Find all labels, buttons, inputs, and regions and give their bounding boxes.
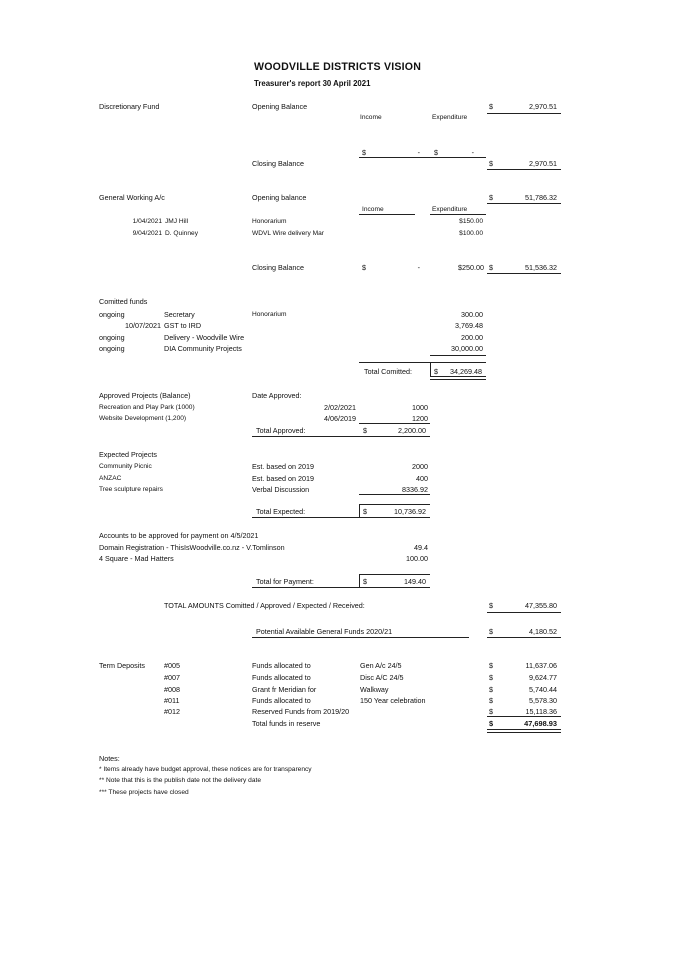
committed-total-double-underline xyxy=(430,376,486,380)
gen-tx-amount: $150.00 xyxy=(459,218,483,225)
disc-closing-label: Closing Balance xyxy=(252,159,304,168)
term-deposit-desc: Reserved Funds from 2019/20 xyxy=(252,707,350,716)
disc-opening-underline xyxy=(487,113,561,114)
term-deposit-purpose: 150 Year celebration xyxy=(360,696,426,705)
gen-tx-payee: JMJ Hill xyxy=(165,218,189,225)
term-deposits-items-underline xyxy=(487,716,561,717)
available-funds-amount-underline xyxy=(487,637,561,638)
term-deposit-id: #005 xyxy=(164,661,180,670)
disc-totals-underline xyxy=(359,157,486,158)
gen-tx-date: 9/04/2021 xyxy=(132,230,162,237)
disc-income-currency: $ xyxy=(362,148,366,157)
notes-label: Notes: xyxy=(99,754,120,763)
general-account-label: General Working A/c xyxy=(99,193,165,202)
payment-total-amount: 149.40 xyxy=(404,577,426,586)
disc-exp-currency: $ xyxy=(434,148,438,157)
term-deposit-desc: Funds allocated to xyxy=(252,673,311,682)
payment-item-name: Domain Registration - ThisIsWoodville.co.nz - V.Tomlinson xyxy=(99,543,285,552)
expected-total-top-rule xyxy=(359,504,430,505)
available-funds-underline xyxy=(252,637,469,638)
gen-income-total: - xyxy=(417,263,420,272)
available-funds-label: Potential Available General Funds 2020/21 xyxy=(256,627,393,636)
grand-total-underline xyxy=(487,612,561,613)
committed-total-currency: $ xyxy=(434,367,438,376)
term-deposit-currency: $ xyxy=(489,685,493,694)
committed-item-amount: 300.00 xyxy=(461,310,483,319)
gen-tx-amount: $100.00 xyxy=(459,230,483,237)
committed-total-top-rule xyxy=(359,362,486,363)
committed-item-status: ongoing xyxy=(99,310,125,319)
gen-income-currency: $ xyxy=(362,263,366,272)
committed-item-who: Delivery - Woodville Wire xyxy=(164,333,245,342)
disc-opening-amount: 2,970.51 xyxy=(529,102,557,111)
payment-total-divider xyxy=(359,574,360,587)
payment-total-top-rule xyxy=(359,574,430,575)
term-deposit-purpose: Gen A/c 24/5 xyxy=(360,661,402,670)
approved-project-date: 2/02/2021 xyxy=(324,403,356,412)
committed-total-label: Total Comitted: xyxy=(364,367,412,376)
term-deposits-total-amount: 47,698.93 xyxy=(524,719,557,728)
expected-project-amount: 400 xyxy=(416,474,428,483)
approved-total-currency: $ xyxy=(363,426,367,435)
gen-opening-underline xyxy=(487,203,561,204)
gen-closing-underline xyxy=(487,273,561,274)
payment-item-amount: 49.4 xyxy=(414,543,428,552)
term-deposit-desc: Grant fr Meridian for xyxy=(252,685,317,694)
expected-total-currency: $ xyxy=(363,507,367,516)
available-funds-currency: $ xyxy=(489,627,493,636)
report-subtitle: Treasurer's report 30 April 2021 xyxy=(254,79,371,88)
approved-date-header: Date Approved: xyxy=(252,391,302,400)
term-deposit-amount: 11,637.06 xyxy=(525,661,557,670)
committed-funds-label: Comitted funds xyxy=(99,297,148,306)
disc-closing-amount: 2,970.51 xyxy=(529,159,557,168)
expected-project-basis: Est. based on 2019 xyxy=(252,462,314,471)
note-item: *** These projects have closed xyxy=(99,789,189,796)
payments-label: Accounts to be approved for payment on 4/5/2021 xyxy=(99,531,259,540)
available-funds-amount: 4,180.52 xyxy=(529,627,557,636)
approved-projects-label: Approved Projects (Balance) xyxy=(99,391,191,400)
expected-project-basis: Verbal Discussion xyxy=(252,485,310,494)
expected-project-basis: Est. based on 2019 xyxy=(252,474,314,483)
report-title: WOODVILLE DISTRICTS VISION xyxy=(254,61,422,73)
payment-item-name: 4 Square - Mad Hatters xyxy=(99,554,174,563)
committed-total-amount: 34,269.48 xyxy=(450,367,482,376)
gen-closing-label: Closing Balance xyxy=(252,263,304,272)
expected-projects-label: Expected Projects xyxy=(99,450,157,459)
term-deposit-currency: $ xyxy=(489,673,493,682)
payment-total-label: Total for Payment: xyxy=(256,577,314,586)
term-deposit-desc: Funds allocated to xyxy=(252,661,311,670)
committed-item-who: DIA Community Projects xyxy=(164,344,242,353)
term-deposit-desc: Funds allocated to xyxy=(252,696,311,705)
expected-total-underline xyxy=(252,517,430,518)
term-deposit-id: #008 xyxy=(164,685,180,694)
term-deposit-amount: 15,118.36 xyxy=(525,707,557,716)
gen-exp-total: $250.00 xyxy=(458,263,484,272)
approved-project-name: Recreation and Play Park (1000) xyxy=(99,404,195,411)
grand-total-currency: $ xyxy=(489,601,493,610)
expected-project-name: ANZAC xyxy=(99,475,122,482)
expected-total-amount: 10,736.92 xyxy=(394,507,426,516)
gen-opening-label: Opening balance xyxy=(252,193,307,202)
term-deposits-total-currency: $ xyxy=(489,719,494,728)
approved-total-label: Total Approved: xyxy=(256,426,306,435)
disc-closing-currency: $ xyxy=(489,159,493,168)
term-deposit-currency: $ xyxy=(489,696,493,705)
expected-total-divider xyxy=(359,504,360,517)
committed-item-who: GST to IRD xyxy=(164,321,202,330)
term-deposit-id: #012 xyxy=(164,707,180,716)
payment-item-amount: 100.00 xyxy=(406,554,428,563)
expected-items-underline xyxy=(359,494,430,495)
term-deposit-purpose: Disc A/C 24/5 xyxy=(360,673,404,682)
payment-total-currency: $ xyxy=(363,577,367,586)
gen-tx-desc: Honorarium xyxy=(252,218,287,225)
gen-tx-payee: D. Quinney xyxy=(165,230,198,237)
term-deposit-currency: $ xyxy=(489,707,493,716)
disc-income-total: - xyxy=(417,148,420,157)
approved-total-underline xyxy=(252,436,430,437)
disc-expenditure-header: Expenditure xyxy=(432,114,468,121)
disc-opening-currency: $ xyxy=(489,102,493,111)
gen-income-header: Income xyxy=(362,206,384,213)
term-deposit-purpose: Walkway xyxy=(360,685,389,694)
note-item: * Items already have budget approval, these notices are for transparency xyxy=(99,766,312,773)
approved-items-underline xyxy=(359,423,430,424)
disc-closing-underline xyxy=(487,169,561,170)
committed-item-desc: Honorarium xyxy=(252,311,287,318)
approved-project-name: Website Development (1,200) xyxy=(99,415,187,422)
committed-items-underline xyxy=(430,355,486,356)
payment-total-underline xyxy=(252,587,430,588)
committed-item-who: Secretary xyxy=(164,310,195,319)
committed-total-divider xyxy=(430,363,431,377)
expected-total-label: Total Expected: xyxy=(256,507,306,516)
committed-item-status: 10/07/2021 xyxy=(125,321,161,330)
term-deposits-total-label: Total funds in reserve xyxy=(252,719,321,728)
grand-total-amount: 47,355.80 xyxy=(525,601,557,610)
approved-project-amount: 1200 xyxy=(412,414,428,423)
expected-project-amount: 2000 xyxy=(412,462,428,471)
expected-project-name: Community Picnic xyxy=(99,463,152,470)
term-deposit-amount: 5,740.44 xyxy=(529,685,557,694)
approved-project-date: 4/06/2019 xyxy=(324,414,356,423)
note-item: ** Note that this is the publish date not the delivery date xyxy=(99,777,262,784)
gen-opening-amount: 51,786.32 xyxy=(525,193,557,202)
gen-opening-currency: $ xyxy=(489,193,493,202)
gen-closing-currency: $ xyxy=(489,263,493,272)
disc-income-header: Income xyxy=(360,114,382,121)
term-deposit-id: #011 xyxy=(164,696,180,705)
term-deposits-total-double-underline xyxy=(487,729,561,733)
committed-item-amount: 30,000.00 xyxy=(451,344,483,353)
disc-opening-label: Opening Balance xyxy=(252,102,308,111)
gen-tx-desc: WDVL Wire delivery Mar xyxy=(252,230,324,237)
gen-expenditure-header: Expenditure xyxy=(432,206,468,213)
term-deposit-currency: $ xyxy=(489,661,493,670)
approved-project-amount: 1000 xyxy=(412,403,428,412)
gen-tx-date: 1/04/2021 xyxy=(132,218,162,225)
term-deposit-id: #007 xyxy=(164,673,180,682)
expected-project-amount: 8336.92 xyxy=(402,485,428,494)
gen-expenditure-header-underline xyxy=(430,214,486,215)
committed-item-amount: 3,769.48 xyxy=(455,321,483,330)
committed-item-status: ongoing xyxy=(99,333,125,342)
grand-total-label: TOTAL AMOUNTS Comitted / Approved / Expected / Received: xyxy=(164,601,365,610)
gen-closing-amount: 51,536.32 xyxy=(525,263,557,272)
term-deposit-amount: 5,578.30 xyxy=(529,696,557,705)
term-deposits-label: Term Deposits xyxy=(99,661,145,670)
expected-project-name: Tree sculpture repairs xyxy=(99,486,163,493)
committed-item-status: ongoing xyxy=(99,344,125,353)
discretionary-fund-label: Discretionary Fund xyxy=(99,102,160,111)
committed-item-amount: 200.00 xyxy=(461,333,483,342)
disc-exp-total: - xyxy=(471,148,474,157)
term-deposit-amount: 9,624.77 xyxy=(529,673,557,682)
approved-total-amount: 2,200.00 xyxy=(398,426,426,435)
gen-income-header-underline xyxy=(359,214,415,215)
